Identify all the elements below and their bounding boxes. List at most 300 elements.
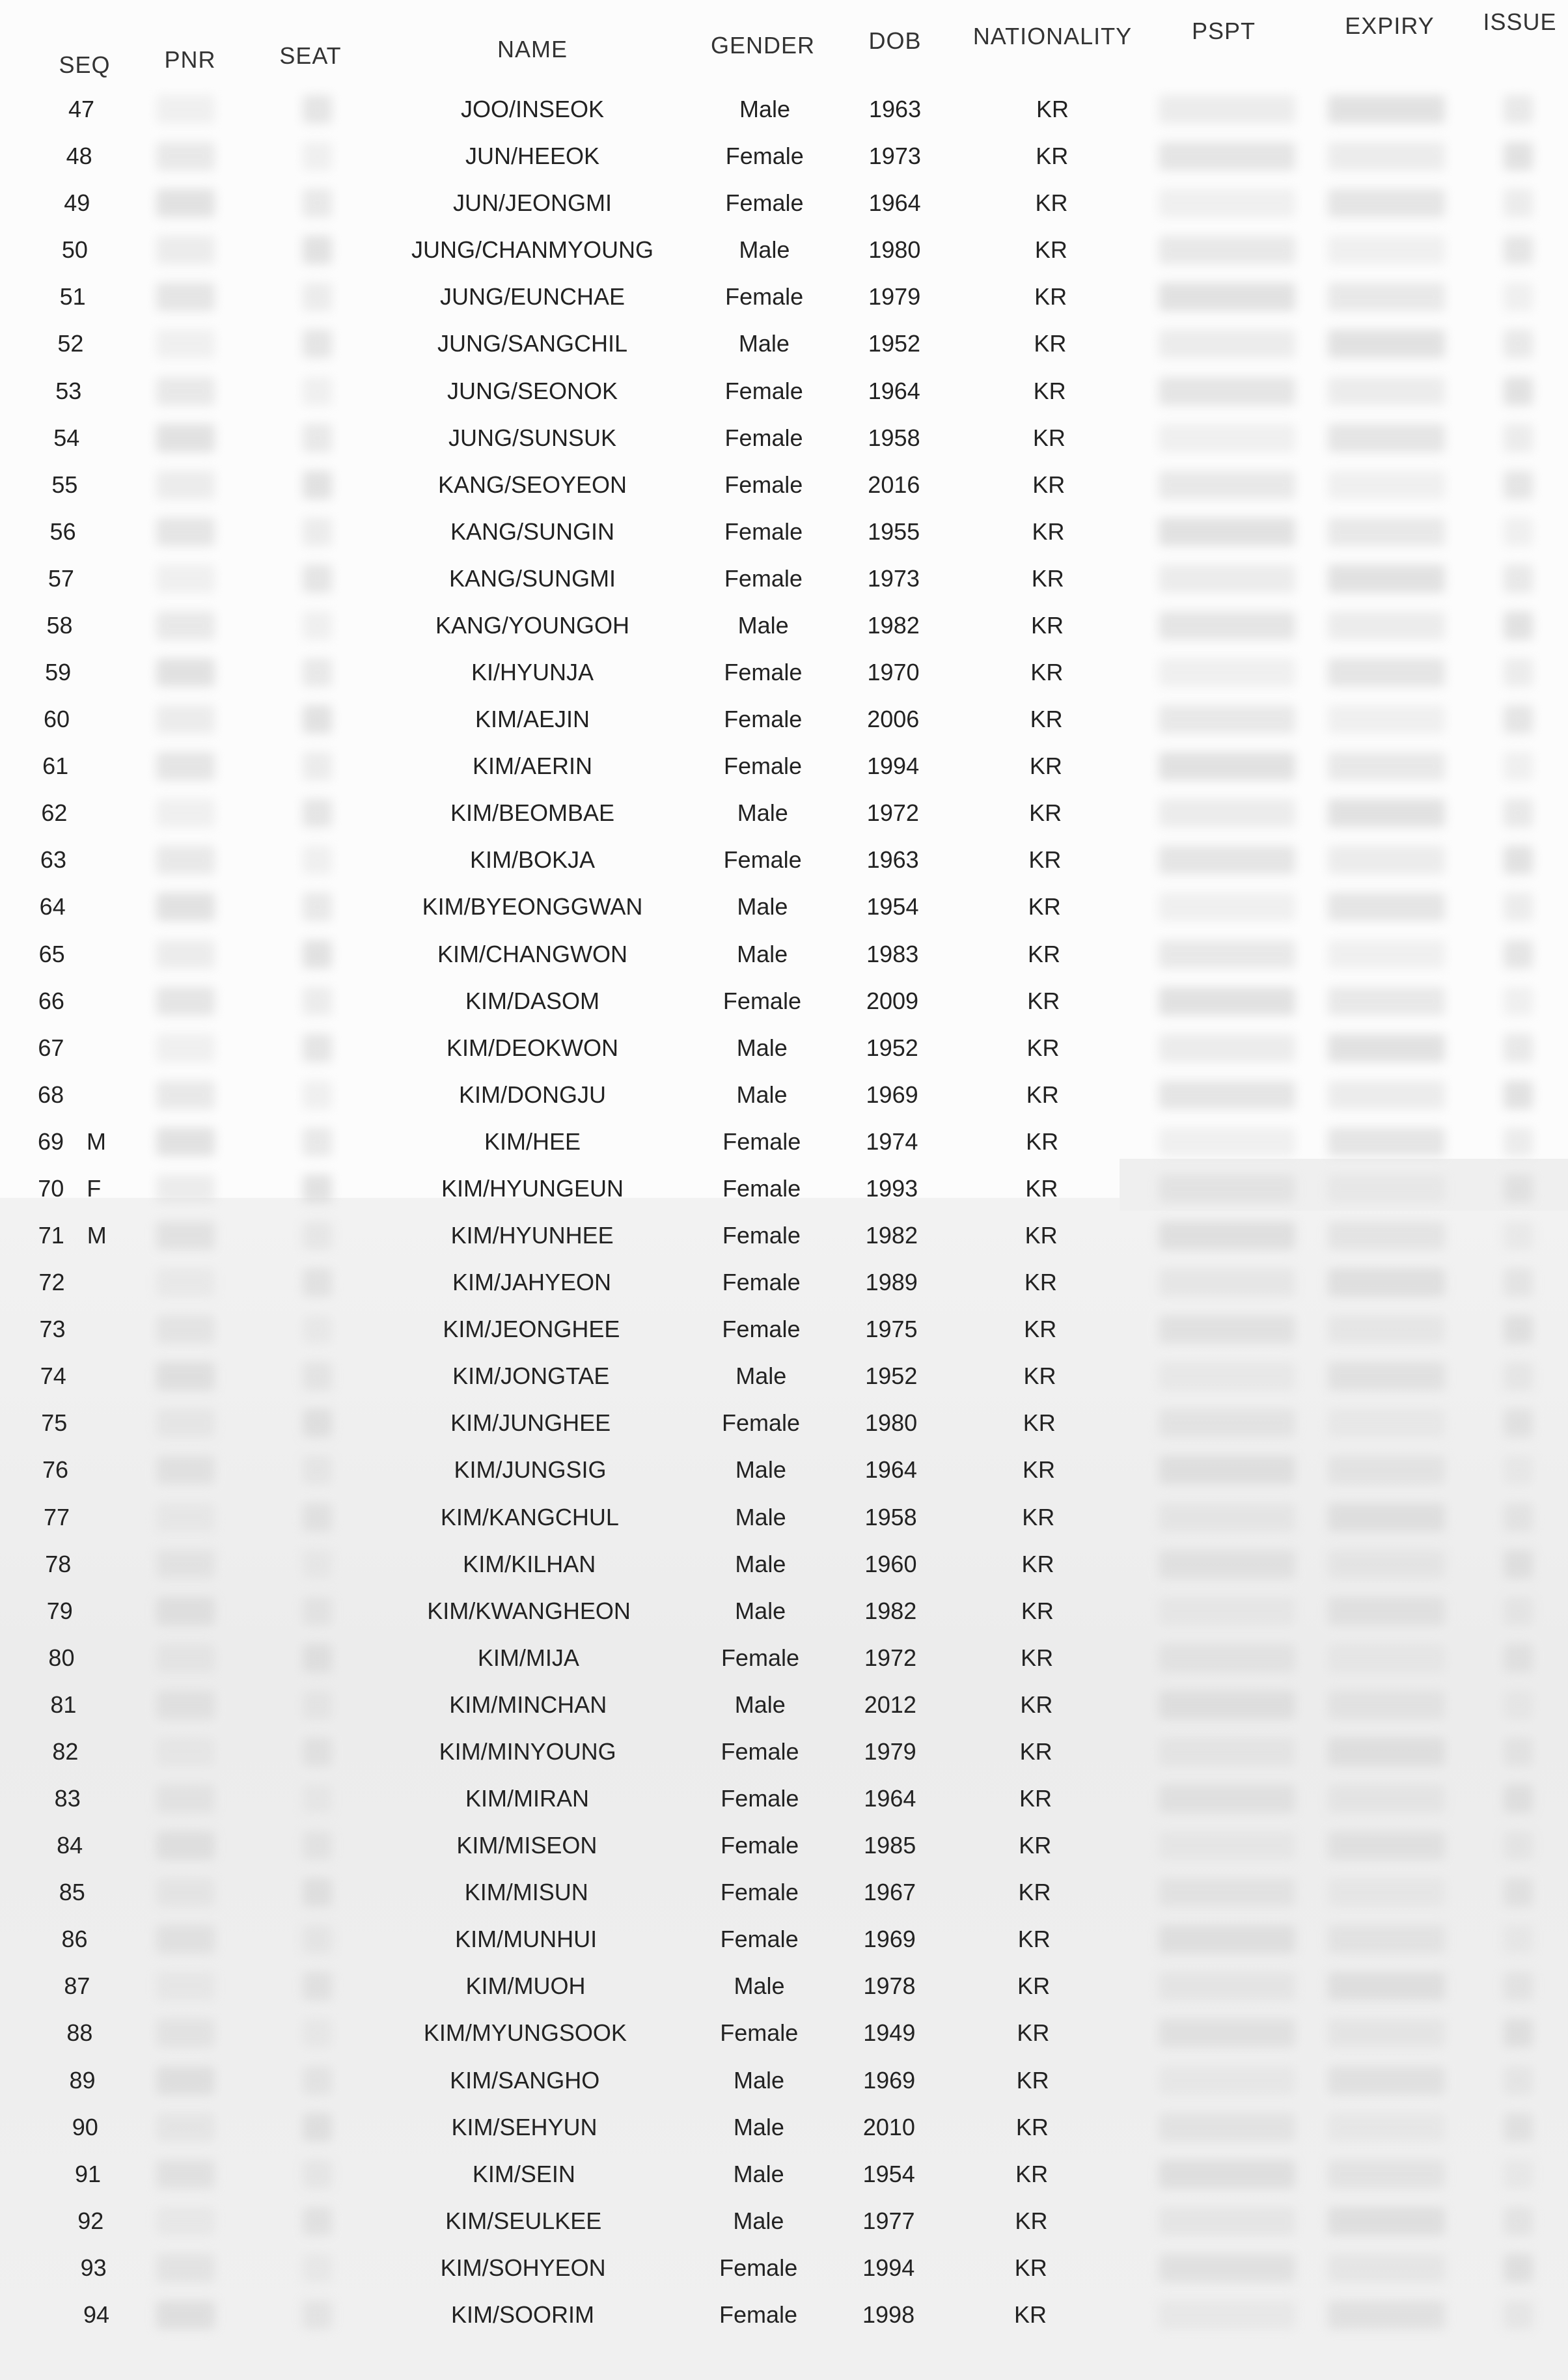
table-row bbox=[0, 277, 1568, 316]
seat-redaction bbox=[303, 1268, 332, 1297]
gender-cell: Female bbox=[720, 1926, 799, 1953]
seq-cell: 54 bbox=[53, 424, 80, 451]
header-pnr: PNR bbox=[164, 46, 216, 73]
gender-cell: Male bbox=[737, 940, 788, 967]
nationality-cell: KR bbox=[1017, 1926, 1051, 1953]
name-cell: JUNG/SUNSUK bbox=[448, 424, 617, 451]
seq-cell: 52 bbox=[57, 330, 84, 357]
table-row bbox=[0, 559, 1568, 598]
issue-redaction bbox=[1504, 987, 1533, 1016]
dob-cell: 1978 bbox=[863, 1972, 916, 2000]
nationality-cell: KR bbox=[1028, 893, 1061, 920]
pspt-redaction bbox=[1159, 1784, 1295, 1813]
seat-redaction bbox=[303, 2066, 332, 2095]
name-cell: KIM/HYUNGEUN bbox=[441, 1174, 624, 1202]
gender-cell: Male bbox=[739, 236, 790, 264]
header-seq: SEQ bbox=[59, 51, 111, 78]
nationality-cell: KR bbox=[1034, 330, 1067, 357]
expiry-redaction bbox=[1328, 1362, 1445, 1391]
expiry-redaction bbox=[1328, 2066, 1445, 2095]
seq-cell: 64 bbox=[39, 893, 66, 920]
name-cell: KIM/KILHAN bbox=[463, 1550, 596, 1577]
pspt-redaction bbox=[1159, 377, 1295, 406]
name-cell: KANG/SEOYEON bbox=[437, 471, 627, 498]
issue-redaction bbox=[1504, 1128, 1533, 1156]
pnr-redaction bbox=[156, 471, 215, 499]
table-row bbox=[0, 324, 1568, 363]
gender-cell: Male bbox=[737, 893, 788, 920]
nationality-cell: KR bbox=[1019, 1737, 1052, 1765]
table-row bbox=[0, 700, 1568, 739]
issue-redaction bbox=[1504, 2019, 1533, 2047]
expiry-redaction bbox=[1328, 189, 1445, 217]
dob-cell: 1982 bbox=[865, 1222, 918, 1249]
seat-redaction bbox=[303, 2301, 332, 2329]
seat-redaction bbox=[303, 1878, 332, 1907]
name-cell: KIM/SEHYUN bbox=[451, 2113, 598, 2140]
expiry-redaction bbox=[1328, 1691, 1445, 1719]
expiry-redaction bbox=[1328, 1503, 1445, 1532]
seq-cell: 82 bbox=[52, 1737, 79, 1765]
table-row bbox=[0, 1592, 1568, 1631]
nationality-cell: KR bbox=[1034, 283, 1067, 311]
pnr-redaction bbox=[156, 1034, 215, 1062]
pnr-redaction bbox=[156, 2160, 215, 2189]
issue-redaction bbox=[1504, 2207, 1533, 2235]
name-cell: KIM/AEJIN bbox=[475, 706, 590, 733]
pspt-redaction bbox=[1159, 1221, 1295, 1250]
pnr-redaction bbox=[156, 1925, 215, 1954]
pspt-redaction bbox=[1159, 658, 1295, 687]
dob-cell: 1952 bbox=[865, 1363, 918, 1390]
table-row bbox=[0, 747, 1568, 786]
seat-redaction bbox=[303, 236, 332, 264]
pnr-redaction bbox=[156, 611, 215, 640]
issue-redaction bbox=[1504, 189, 1533, 217]
seq-cell: 76 bbox=[42, 1456, 69, 1484]
seq-cell: 59 bbox=[45, 659, 72, 686]
gender-cell: Female bbox=[724, 706, 803, 733]
expiry-redaction bbox=[1328, 846, 1445, 874]
pnr-redaction bbox=[156, 1644, 215, 1672]
pspt-redaction bbox=[1159, 893, 1295, 921]
seq-cell: 53 bbox=[55, 377, 82, 404]
pnr-redaction bbox=[156, 142, 215, 171]
pspt-redaction bbox=[1159, 1878, 1295, 1907]
pnr-redaction bbox=[156, 799, 215, 827]
seat-redaction bbox=[303, 1128, 332, 1156]
table-row bbox=[0, 1920, 1568, 1959]
name-cell: KIM/JEONGHEE bbox=[443, 1316, 620, 1343]
seat-redaction bbox=[303, 1221, 332, 1250]
nationality-cell: KR bbox=[1023, 1409, 1056, 1437]
table-row bbox=[0, 1639, 1568, 1678]
seat-redaction bbox=[303, 846, 332, 874]
issue-redaction bbox=[1504, 1081, 1533, 1109]
expiry-redaction bbox=[1328, 329, 1445, 358]
dob-cell: 1952 bbox=[866, 1034, 918, 1061]
table-row bbox=[0, 465, 1568, 505]
seat-redaction bbox=[303, 1784, 332, 1813]
nationality-cell: KR bbox=[1024, 1269, 1057, 1296]
issue-redaction bbox=[1504, 1221, 1533, 1250]
pnr-redaction bbox=[156, 846, 215, 874]
pnr-redaction bbox=[156, 377, 215, 406]
seq-cell: 77 bbox=[44, 1503, 70, 1530]
issue-redaction bbox=[1504, 893, 1533, 921]
table-row bbox=[0, 2202, 1568, 2241]
gender-cell: Male bbox=[733, 2207, 784, 2234]
nationality-cell: KR bbox=[1036, 143, 1069, 170]
table-row bbox=[0, 935, 1568, 974]
nationality-cell: KR bbox=[1032, 471, 1066, 498]
dob-cell: 1967 bbox=[863, 1879, 916, 1906]
nationality-cell: KR bbox=[1017, 2019, 1050, 2047]
seat-redaction bbox=[303, 1925, 332, 1954]
pspt-redaction bbox=[1159, 518, 1295, 546]
pspt-redaction bbox=[1159, 846, 1295, 874]
dob-cell: 2006 bbox=[867, 706, 920, 733]
nationality-cell: KR bbox=[1026, 1034, 1060, 1061]
seat-redaction bbox=[303, 1691, 332, 1719]
pnr-cell: F bbox=[87, 1174, 102, 1202]
seq-cell: 92 bbox=[77, 2207, 104, 2234]
issue-redaction bbox=[1504, 1503, 1533, 1532]
table-row bbox=[0, 653, 1568, 692]
nationality-cell: KR bbox=[1025, 1222, 1058, 1249]
gender-cell: Female bbox=[724, 518, 803, 545]
seq-cell: 51 bbox=[59, 283, 86, 311]
name-cell: KIM/MISEON bbox=[456, 1832, 598, 1859]
gender-cell: Male bbox=[734, 1691, 786, 1718]
pspt-redaction bbox=[1159, 1644, 1295, 1672]
name-cell: KIM/MIJA bbox=[477, 1644, 579, 1671]
seq-cell: 47 bbox=[68, 96, 95, 122]
expiry-redaction bbox=[1328, 799, 1445, 827]
header-seat: SEAT bbox=[279, 42, 342, 69]
nationality-cell: KR bbox=[1027, 987, 1060, 1014]
pspt-redaction bbox=[1159, 95, 1295, 124]
pspt-redaction bbox=[1159, 1503, 1295, 1532]
expiry-redaction bbox=[1328, 283, 1445, 311]
pspt-redaction bbox=[1159, 705, 1295, 734]
pnr-redaction bbox=[156, 424, 215, 452]
name-cell: KIM/JONGTAE bbox=[452, 1363, 610, 1390]
seat-redaction bbox=[303, 1409, 332, 1437]
pnr-redaction bbox=[156, 1081, 215, 1109]
header-pspt: PSPT bbox=[1191, 18, 1256, 44]
table-row bbox=[0, 1450, 1568, 1489]
pnr-redaction bbox=[156, 1315, 215, 1344]
pspt-redaction bbox=[1159, 236, 1295, 264]
gender-cell: Female bbox=[724, 377, 803, 404]
pspt-redaction bbox=[1159, 2160, 1295, 2189]
name-cell: KANG/SUNGMI bbox=[448, 564, 616, 592]
gender-cell: Female bbox=[721, 1644, 799, 1671]
pnr-redaction bbox=[156, 1831, 215, 1860]
dob-cell: 1954 bbox=[862, 2160, 915, 2187]
name-cell: KIM/BEOMBAE bbox=[450, 799, 615, 827]
expiry-redaction bbox=[1328, 1456, 1445, 1484]
pnr-redaction bbox=[156, 1550, 215, 1579]
seq-cell: 80 bbox=[48, 1644, 75, 1671]
name-cell: KI/HYUNJA bbox=[471, 659, 594, 686]
table-row bbox=[0, 2155, 1568, 2194]
seat-redaction bbox=[303, 1644, 332, 1672]
nationality-cell: KR bbox=[1022, 1503, 1055, 1530]
name-cell: KIM/KWANGHEON bbox=[427, 1597, 631, 1624]
seat-redaction bbox=[303, 893, 332, 921]
dob-cell: 1979 bbox=[864, 1737, 916, 1765]
gender-cell: Male bbox=[739, 96, 791, 122]
dob-cell: 1977 bbox=[862, 2207, 915, 2234]
issue-redaction bbox=[1504, 1784, 1533, 1813]
dob-cell: 1972 bbox=[866, 799, 919, 827]
nationality-cell: KR bbox=[1017, 1972, 1051, 2000]
dob-cell: 1964 bbox=[864, 1456, 917, 1484]
issue-redaction bbox=[1504, 95, 1533, 124]
issue-redaction bbox=[1504, 752, 1533, 781]
nationality-cell: KR bbox=[1023, 1363, 1056, 1390]
seat-redaction bbox=[303, 1034, 332, 1062]
nationality-cell: KR bbox=[1016, 2066, 1049, 2094]
dob-cell: 1958 bbox=[864, 1503, 917, 1530]
seat-redaction bbox=[303, 611, 332, 640]
issue-redaction bbox=[1504, 1691, 1533, 1719]
pspt-redaction bbox=[1159, 142, 1295, 171]
pspt-redaction bbox=[1159, 1362, 1295, 1391]
gender-cell: Female bbox=[721, 1832, 799, 1859]
dob-cell: 1969 bbox=[863, 1926, 916, 1953]
table-row bbox=[0, 2061, 1568, 2100]
seq-cell: 69 bbox=[38, 1128, 64, 1155]
expiry-redaction bbox=[1328, 236, 1445, 264]
gender-cell: Female bbox=[722, 1222, 801, 1249]
pspt-redaction bbox=[1159, 283, 1295, 311]
nationality-cell: KR bbox=[1036, 96, 1069, 122]
name-cell: KIM/MISUN bbox=[464, 1879, 588, 1906]
seat-redaction bbox=[303, 2254, 332, 2282]
pnr-redaction bbox=[156, 2113, 215, 2142]
seq-cell: 86 bbox=[61, 1926, 88, 1953]
seq-cell: 48 bbox=[66, 143, 92, 170]
name-cell: KIM/HEE bbox=[484, 1128, 581, 1155]
seat-redaction bbox=[303, 564, 332, 593]
nationality-cell: KR bbox=[1023, 1456, 1056, 1484]
issue-redaction bbox=[1504, 940, 1533, 969]
issue-redaction bbox=[1504, 1174, 1533, 1203]
seq-cell: 78 bbox=[45, 1550, 72, 1577]
pnr-redaction bbox=[156, 658, 215, 687]
pnr-redaction bbox=[156, 564, 215, 593]
pnr-redaction bbox=[156, 1784, 215, 1813]
issue-redaction bbox=[1504, 611, 1533, 640]
issue-redaction bbox=[1504, 2301, 1533, 2329]
dob-cell: 1982 bbox=[867, 611, 920, 639]
expiry-redaction bbox=[1328, 987, 1445, 1016]
name-cell: KIM/JAHYEON bbox=[452, 1269, 612, 1296]
nationality-cell: KR bbox=[1032, 424, 1066, 451]
nationality-cell: KR bbox=[1028, 846, 1062, 874]
issue-redaction bbox=[1504, 1268, 1533, 1297]
name-cell: JUN/HEEOK bbox=[465, 143, 600, 170]
issue-redaction bbox=[1504, 1644, 1533, 1672]
seq-cell: 58 bbox=[46, 611, 73, 639]
dob-cell: 1949 bbox=[863, 2019, 916, 2047]
seat-redaction bbox=[303, 189, 332, 217]
seq-cell: 93 bbox=[80, 2254, 107, 2281]
gender-cell: Female bbox=[721, 1785, 799, 1812]
table-row bbox=[0, 1122, 1568, 1161]
dob-cell: 1974 bbox=[866, 1128, 918, 1155]
expiry-redaction bbox=[1328, 658, 1445, 687]
pspt-redaction bbox=[1159, 1737, 1295, 1766]
gender-cell: Female bbox=[722, 1316, 801, 1343]
table-row bbox=[0, 2013, 1568, 2053]
table-row bbox=[0, 1967, 1568, 2006]
pnr-redaction bbox=[156, 1409, 215, 1437]
pspt-redaction bbox=[1159, 2019, 1295, 2047]
name-cell: KIM/BOKJA bbox=[469, 846, 596, 874]
pspt-redaction bbox=[1159, 1831, 1295, 1860]
nationality-cell: KR bbox=[1031, 564, 1064, 592]
dob-cell: 1975 bbox=[865, 1316, 918, 1343]
issue-redaction bbox=[1504, 1972, 1533, 2000]
seq-cell: 55 bbox=[51, 471, 78, 498]
name-cell: KIM/HYUNHEE bbox=[450, 1222, 614, 1249]
pnr-redaction bbox=[156, 2301, 215, 2329]
pspt-redaction bbox=[1159, 564, 1295, 593]
seat-redaction bbox=[303, 1503, 332, 1532]
dob-cell: 1963 bbox=[866, 846, 919, 874]
pnr-redaction bbox=[156, 329, 215, 358]
seat-redaction bbox=[303, 940, 332, 969]
seat-redaction bbox=[303, 1174, 332, 1203]
expiry-redaction bbox=[1328, 1597, 1445, 1626]
seat-redaction bbox=[303, 1597, 332, 1626]
pspt-redaction bbox=[1159, 189, 1295, 217]
seq-cell: 75 bbox=[41, 1409, 68, 1437]
expiry-redaction bbox=[1328, 1925, 1445, 1954]
table-row bbox=[0, 982, 1568, 1021]
gender-cell: Female bbox=[725, 143, 804, 170]
dob-cell: 1998 bbox=[862, 2301, 915, 2328]
issue-redaction bbox=[1504, 658, 1533, 687]
pspt-redaction bbox=[1159, 1128, 1295, 1156]
expiry-redaction bbox=[1328, 471, 1445, 499]
dob-cell: 1963 bbox=[869, 96, 922, 122]
seq-cell: 63 bbox=[40, 846, 66, 874]
pspt-redaction bbox=[1159, 1268, 1295, 1297]
pnr-redaction bbox=[156, 236, 215, 264]
pnr-redaction bbox=[156, 1597, 215, 1626]
table-row bbox=[0, 1310, 1568, 1349]
pnr-redaction bbox=[156, 1503, 215, 1532]
name-cell: KIM/KANGCHUL bbox=[440, 1503, 619, 1530]
expiry-redaction bbox=[1328, 2113, 1445, 2142]
pspt-redaction bbox=[1159, 611, 1295, 640]
pspt-redaction bbox=[1159, 2113, 1295, 2142]
issue-redaction bbox=[1504, 2160, 1533, 2189]
dob-cell: 1980 bbox=[865, 1409, 918, 1437]
issue-redaction bbox=[1504, 471, 1533, 499]
nationality-cell: KR bbox=[1020, 1691, 1053, 1718]
expiry-redaction bbox=[1328, 611, 1445, 640]
table-row bbox=[0, 2295, 1568, 2334]
seq-cell: 89 bbox=[69, 2066, 96, 2094]
expiry-redaction bbox=[1328, 2019, 1445, 2047]
gender-cell: Female bbox=[724, 564, 803, 592]
seat-redaction bbox=[303, 987, 332, 1016]
expiry-redaction bbox=[1328, 1315, 1445, 1344]
issue-redaction bbox=[1504, 283, 1533, 311]
dob-cell: 1980 bbox=[868, 236, 921, 264]
pspt-redaction bbox=[1159, 1550, 1295, 1579]
gender-cell: Male bbox=[735, 1550, 786, 1577]
gender-cell: Male bbox=[738, 330, 790, 357]
issue-redaction bbox=[1504, 1597, 1533, 1626]
name-cell: KIM/SANGHO bbox=[450, 2066, 600, 2094]
issue-redaction bbox=[1504, 1362, 1533, 1391]
header-dob: DOB bbox=[868, 27, 922, 54]
dob-cell: 2012 bbox=[864, 1691, 916, 1718]
dob-cell: 1979 bbox=[868, 283, 921, 311]
pspt-redaction bbox=[1159, 987, 1295, 1016]
pnr-redaction bbox=[156, 1221, 215, 1250]
gender-cell: Female bbox=[720, 1879, 799, 1906]
nationality-cell: KR bbox=[1024, 1316, 1057, 1343]
nationality-cell: KR bbox=[1015, 2113, 1049, 2140]
seq-cell: 74 bbox=[40, 1363, 66, 1390]
seq-cell: 68 bbox=[38, 1081, 64, 1108]
pspt-redaction bbox=[1159, 1597, 1295, 1626]
pnr-redaction bbox=[156, 893, 215, 921]
pnr-redaction bbox=[156, 2066, 215, 2095]
gender-cell: Male bbox=[737, 611, 789, 639]
expiry-redaction bbox=[1328, 1784, 1445, 1813]
expiry-redaction bbox=[1328, 2301, 1445, 2329]
gender-cell: Female bbox=[722, 1269, 801, 1296]
name-cell: KIM/JUNGHEE bbox=[450, 1409, 611, 1437]
seat-redaction bbox=[303, 2019, 332, 2047]
seq-cell: 70 bbox=[38, 1174, 64, 1202]
pspt-redaction bbox=[1159, 1081, 1295, 1109]
nationality-cell: KR bbox=[1015, 2207, 1048, 2234]
gender-cell: Female bbox=[723, 753, 803, 780]
table-row bbox=[0, 887, 1568, 926]
seq-cell: 66 bbox=[38, 987, 64, 1014]
issue-redaction bbox=[1504, 377, 1533, 406]
seq-cell: 83 bbox=[54, 1785, 81, 1812]
dob-cell: 2016 bbox=[868, 471, 920, 498]
gender-cell: Male bbox=[735, 1456, 786, 1484]
seat-redaction bbox=[303, 142, 332, 171]
dob-cell: 2010 bbox=[862, 2113, 915, 2140]
dob-cell: 1958 bbox=[868, 424, 920, 451]
gender-cell: Female bbox=[724, 471, 803, 498]
issue-redaction bbox=[1504, 142, 1533, 171]
gender-cell: Male bbox=[735, 1597, 786, 1624]
expiry-redaction bbox=[1328, 752, 1445, 781]
issue-redaction bbox=[1504, 1034, 1533, 1062]
expiry-redaction bbox=[1328, 1268, 1445, 1297]
name-cell: JUN/JEONGMI bbox=[452, 189, 612, 217]
issue-redaction bbox=[1504, 564, 1533, 593]
seat-redaction bbox=[303, 1362, 332, 1391]
name-cell: KIM/JUNGSIG bbox=[454, 1456, 607, 1484]
table-row bbox=[0, 1263, 1568, 1302]
expiry-redaction bbox=[1328, 1221, 1445, 1250]
